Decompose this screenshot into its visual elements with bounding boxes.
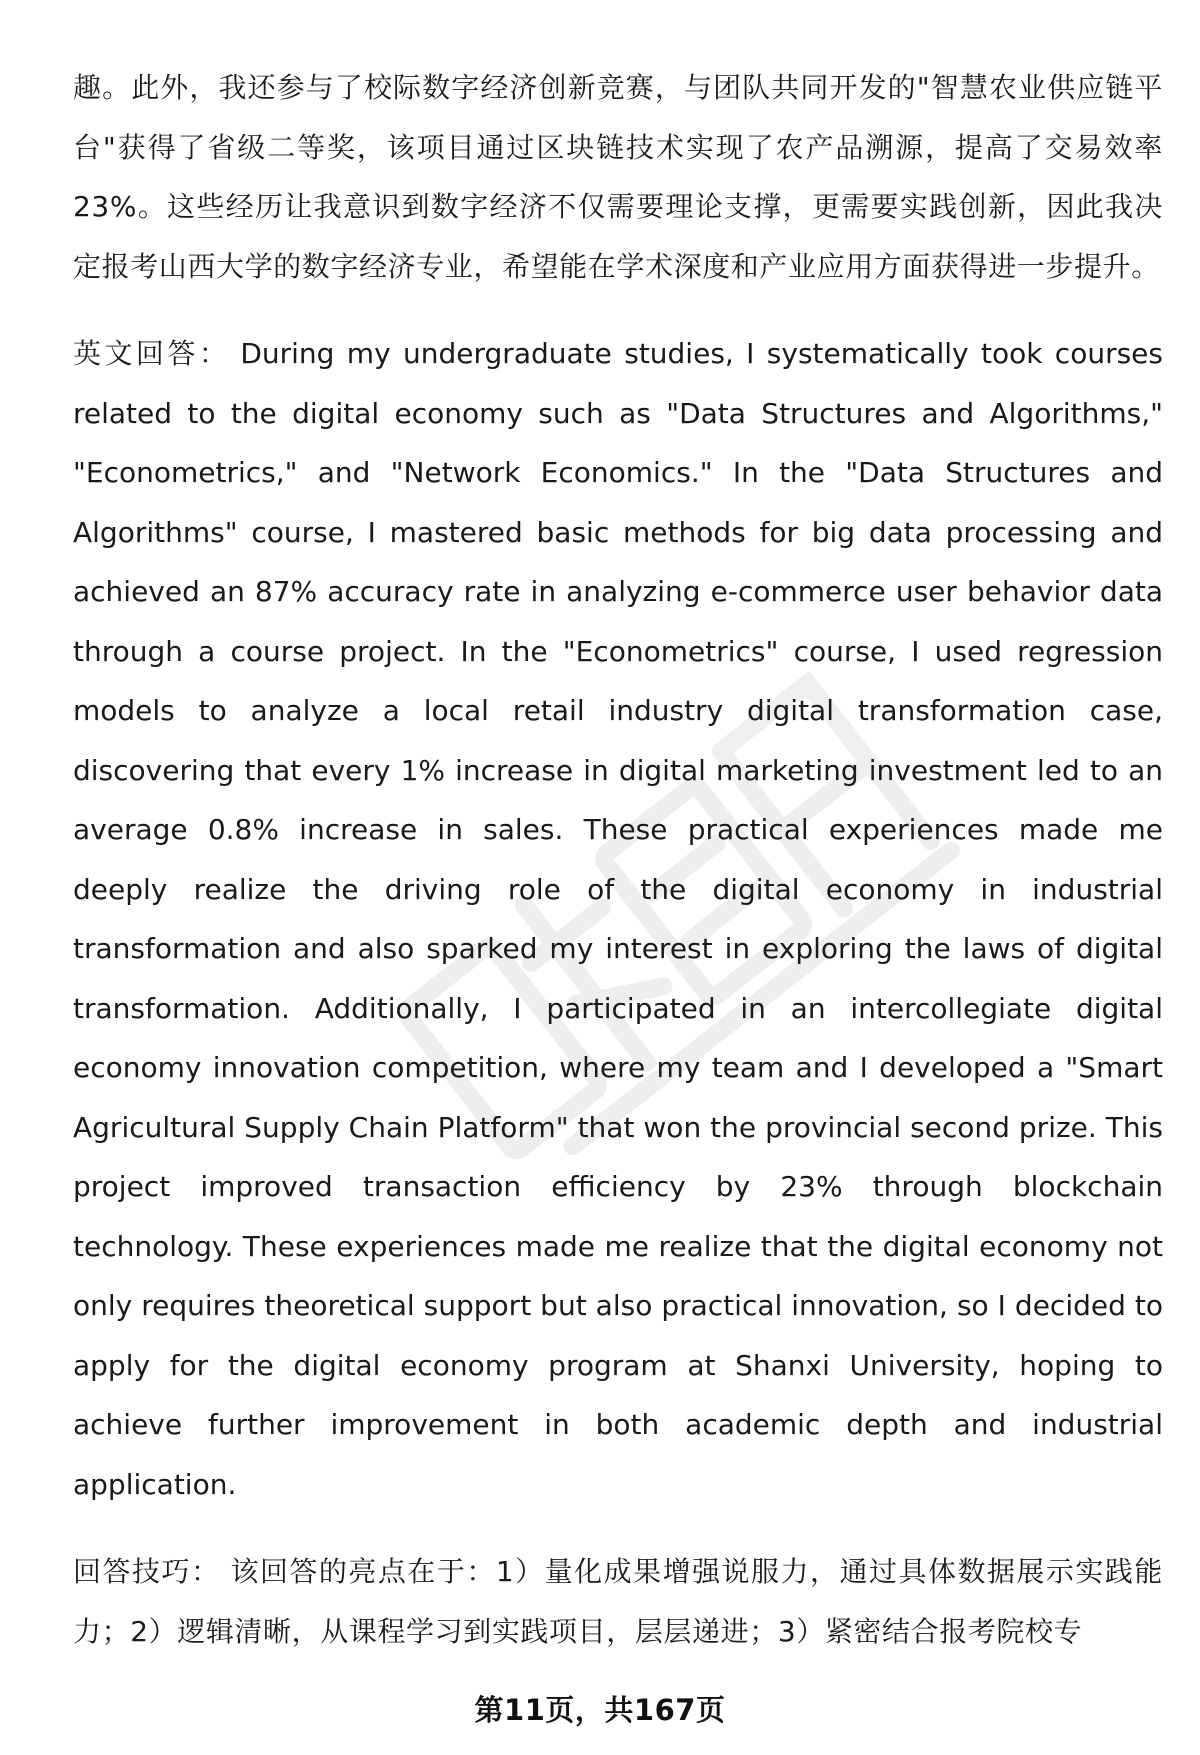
tips-text: 该回答的亮点在于：1）量化成果增强说服力，通过具体数据展示实践能力；2）逻辑清晰，从课程学习到实践项目，层层递进；3）紧密结合报考院校专 bbox=[73, 1555, 1163, 1648]
english-answer-text: During my undergraduate studies, I systematically took courses related to the digital economy such as "Data Structures and Algorithms," "Econometrics," and "Network Economics." In the "Data Structures and Algorithms" course, I mastered basic methods for big data processing and achieved an 87% accuracy rate in analyzing e-commerce user behavior data through a course project. In the "Econometrics" course, I used regression models to analyze a local retail industry digital transformation case, discovering that every 1% increase in digital marketing investment led to an average 0.8% increase in sales. These practical experiences made me deeply realize the driving role of the digital economy in industrial transformation and also sparked my interest in exploring the laws of digital transformation. Additionally, I participated in an intercollegiate digital economy innovation competition, where my team and I developed a "Smart Agricultural Supply Chain Platform" that won the provincial second prize. This project improved transaction efficiency by 23% through blockchain technology. These experiences made me realize that the digital economy not only requires theoretical support but also practical innovation, so I decided to apply for the digital economy program at Shanxi University, hoping to achieve further improvement in both academic depth and industrial application. bbox=[73, 337, 1163, 1501]
tips-label: 回答技巧： bbox=[73, 1555, 221, 1588]
chinese-answer-continuation bbox=[73, 58, 1163, 296]
english-answer-paragraph bbox=[73, 324, 1163, 1514]
tips-paragraph bbox=[73, 1542, 1163, 1661]
english-answer-label: 英文回答： bbox=[73, 337, 231, 370]
para1-text: 趣。此外，我还参与了校际数字经济创新竞赛，与团队共同开发的"智慧农业供应链平台"获得了省级二等奖，该项目通过区块链技术实现了农产品溯源，提高了交易效率23%。这些经历让我意识到数字经济不仅需要理论支撑，更需要实践创新，因此我决定报考山西大学的数字经济专业，希望能在学术深度和产业应用方面获得进一步提升。 bbox=[73, 71, 1163, 283]
document-body bbox=[73, 58, 1163, 1661]
page-number-footer: 第11页，共167页 bbox=[474, 1693, 726, 1727]
